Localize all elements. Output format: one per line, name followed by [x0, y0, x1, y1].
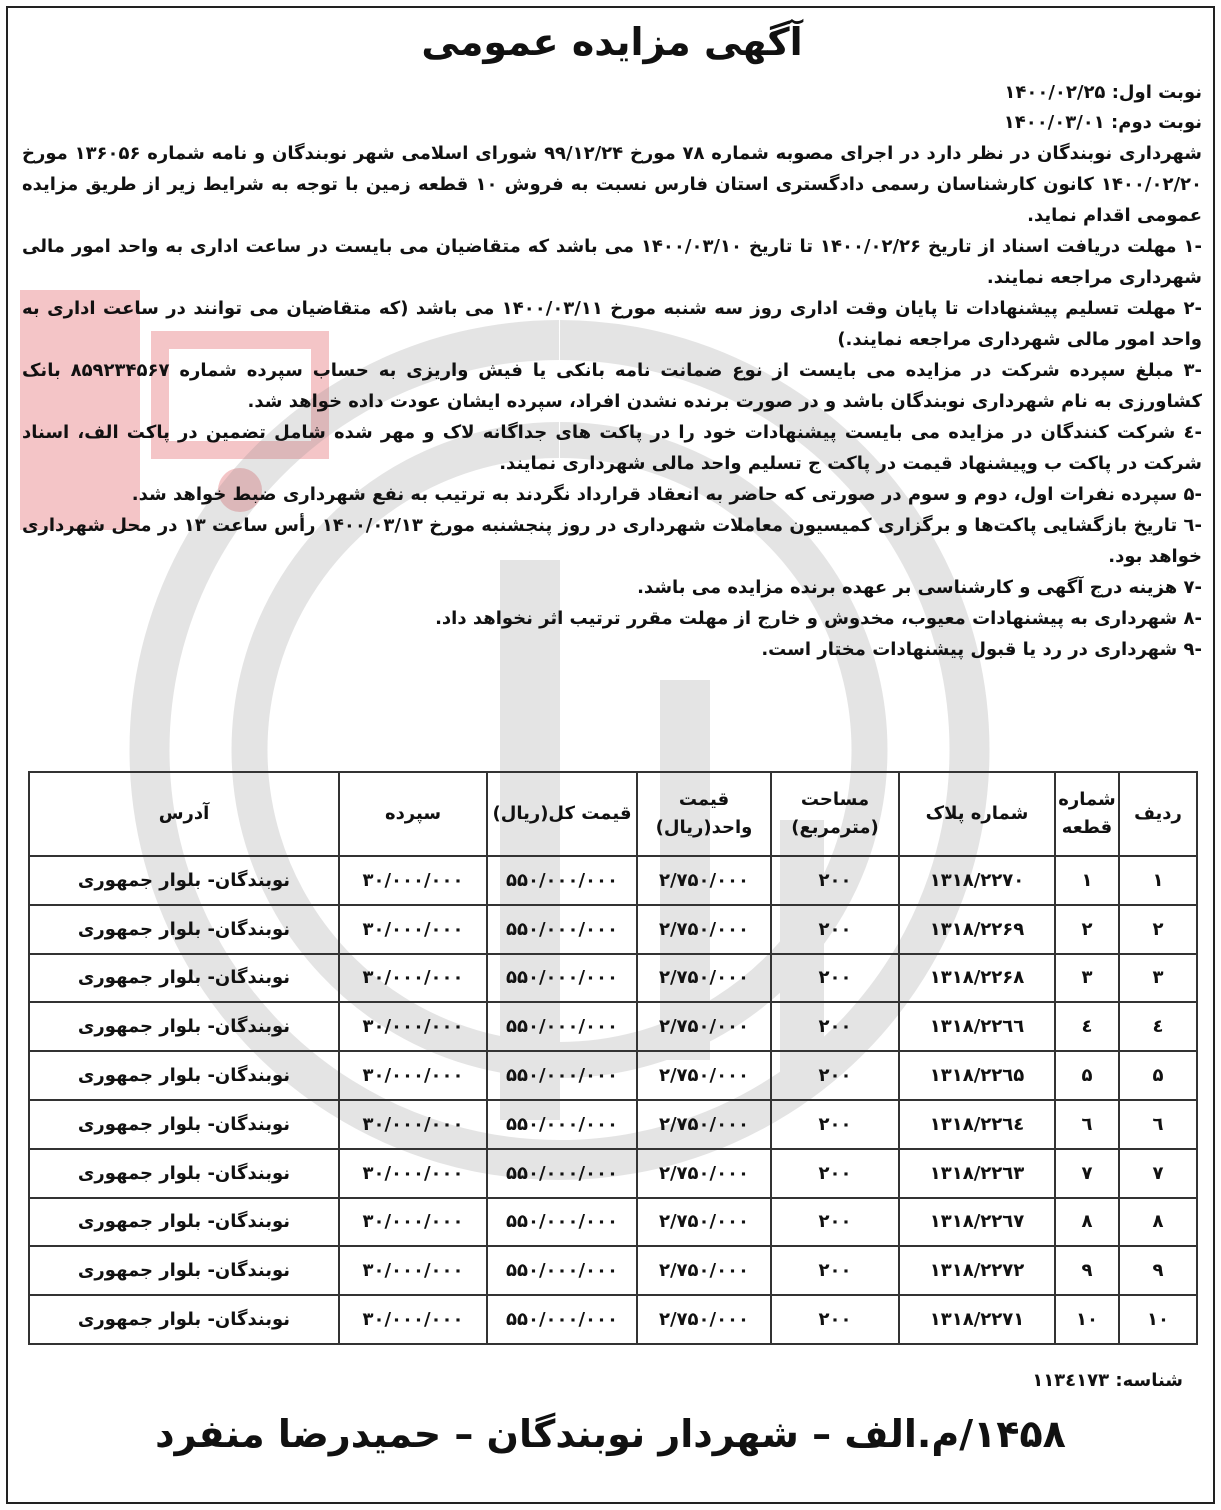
cell-area: ۲۰۰: [771, 856, 899, 905]
condition-9: -۹ شهرداری در رد یا قبول پیشنهادات مختار است.: [761, 639, 1202, 660]
table-row: [29, 905, 1197, 954]
cell-total-price: ۵۵۰/۰۰۰/۰۰۰: [487, 1198, 637, 1247]
cell-row: ۵: [1119, 1051, 1197, 1100]
table-row: [29, 1100, 1197, 1149]
cell-unit-price: ۲/۷۵۰/۰۰۰: [637, 905, 771, 954]
header-total-price: قیمت کل(ریال): [487, 772, 637, 856]
cell-plate: ۱۳۱۸/۲۲۶۹: [899, 905, 1055, 954]
cell-unit-price: ۲/۷۵۰/۰۰۰: [637, 1295, 771, 1344]
cell-unit-price: ۲/۷۵۰/۰۰۰: [637, 954, 771, 1003]
table-row: [29, 1149, 1197, 1198]
header-row-number: ردیف: [1119, 772, 1197, 856]
cell-area: ۲۰۰: [771, 1051, 899, 1100]
condition-1: -۱ مهلت دریافت اسناد از تاریخ ۱۴۰۰/۰۲/۲۶ تا تاریخ ۱۴۰۰/۰۳/۱۰ می باشد که متقاضیان می بایست در ساعت اداری به واحد امور مالی شهرداری مراجعه نمایند.: [22, 236, 1202, 288]
cell-parcel: ۳: [1055, 954, 1119, 1003]
cell-address: نوبندگان- بلوار جمهوری: [29, 1246, 339, 1295]
notice-title: آگهی مزایده عمومی: [421, 20, 803, 64]
cell-deposit: ۳۰/۰۰۰/۰۰۰: [339, 954, 487, 1003]
cell-deposit: ۳۰/۰۰۰/۰۰۰: [339, 1002, 487, 1051]
cell-parcel: ٤: [1055, 1002, 1119, 1051]
table-row: [29, 1051, 1197, 1100]
intro-paragraph: شهرداری نوبندگان در نظر دارد در اجرای مصوبه شماره ۷۸ مورخ ۹۹/۱۲/۲۴ شورای اسلامی شهر نوبندگان و نامه شماره ۱۳۶۰۵۶ مورخ ۱۴۰۰/۰۲/۲۰ کانون کارشناسان رسمی دادگستری استان فارس نسبت به فروش ۱۰ قطعه زمین با توجه به شرایط زیر از طریق مزایده عمومی اقدام نماید.: [22, 143, 1202, 226]
cell-unit-price: ۲/۷۵۰/۰۰۰: [637, 1198, 771, 1247]
notice-body: [22, 20, 1202, 665]
cell-deposit: ۳۰/۰۰۰/۰۰۰: [339, 1295, 487, 1344]
cell-unit-price: ۲/۷۵۰/۰۰۰: [637, 1246, 771, 1295]
cell-deposit: ۳۰/۰۰۰/۰۰۰: [339, 1198, 487, 1247]
cell-deposit: ۳۰/۰۰۰/۰۰۰: [339, 1149, 487, 1198]
cell-plate: ۱۳۱۸/۲۲٦۵: [899, 1051, 1055, 1100]
cell-plate: ۱۳۱۸/۲۲۷۰: [899, 856, 1055, 905]
cell-deposit: ۳۰/۰۰۰/۰۰۰: [339, 856, 487, 905]
condition-6: -٦ تاریخ بازگشایی پاکت‌ها و برگزاری کمیسیون معاملات شهرداری در روز پنجشنبه مورخ ۱۴۰۰/۰۳/۱۳ رأس ساعت ۱۳ در محل شهرداری خواهد بود.: [22, 515, 1203, 567]
notice-identifier: شناسه: ۱۱۳٤۱۷۳: [1032, 1370, 1183, 1391]
cell-total-price: ۵۵۰/۰۰۰/۰۰۰: [487, 1051, 637, 1100]
cell-deposit: ۳۰/۰۰۰/۰۰۰: [339, 1100, 487, 1149]
cell-area: ۲۰۰: [771, 1295, 899, 1344]
table-body: [29, 856, 1197, 1344]
cell-total-price: ۵۵۰/۰۰۰/۰۰۰: [487, 1002, 637, 1051]
cell-plate: ۱۳۱۸/۲۲٦۷: [899, 1198, 1055, 1247]
cell-unit-price: ۲/۷۵۰/۰۰۰: [637, 1100, 771, 1149]
cell-row: ۸: [1119, 1198, 1197, 1247]
first-publication-date: نوبت اول: ۱۴۰۰/۰۲/۲۵: [1004, 82, 1202, 103]
cell-area: ۲۰۰: [771, 1149, 899, 1198]
cell-parcel: ۸: [1055, 1198, 1119, 1247]
condition-3: -۳ مبلغ سپرده شرکت در مزایده می بایست از نوع ضمانت نامه بانکی یا فیش واریزی به حساب سپرده شماره ۸۵۹۲۳۴۵۶۷ بانک کشاورزی به نام شهرداری نوبندگان باشد و در صورت برنده نشدن افراد، سپرده ایشان عودت داده خواهد شد.: [22, 360, 1202, 412]
table-row: [29, 1198, 1197, 1247]
cell-plate: ۱۳۱۸/۲۲٦٦: [899, 1002, 1055, 1051]
condition-5: -۵ سپرده نفرات اول، دوم و سوم در صورتی که حاضر به انعقاد قرارداد نگردند به ترتیب به نفع شهرداری ضبط خواهد شد.: [131, 484, 1202, 505]
cell-parcel: ۲: [1055, 905, 1119, 954]
cell-address: نوبندگان- بلوار جمهوری: [29, 1051, 339, 1100]
cell-parcel: ۱: [1055, 856, 1119, 905]
cell-total-price: ۵۵۰/۰۰۰/۰۰۰: [487, 1100, 637, 1149]
condition-4: -٤ شرکت کنندگان در مزایده می بایست پیشنهادات خود را در پاکت های جداگانه لاک و مهر شده شامل تضمین در پاکت الف، اسناد شرکت در پاکت ب وپیشنهاد قیمت در پاکت ج تسلیم واحد مالی شهرداری نمایند.: [22, 422, 1202, 474]
cell-plate: ۱۳۱۸/۲۲۷۲: [899, 1246, 1055, 1295]
cell-area: ۲۰۰: [771, 1100, 899, 1149]
cell-area: ۲۰۰: [771, 1246, 899, 1295]
table-row: [29, 1246, 1197, 1295]
cell-row: ۷: [1119, 1149, 1197, 1198]
header-plate-number: شماره پلاک: [899, 772, 1055, 856]
cell-deposit: ۳۰/۰۰۰/۰۰۰: [339, 905, 487, 954]
cell-parcel: ۹: [1055, 1246, 1119, 1295]
cell-address: نوبندگان- بلوار جمهوری: [29, 1198, 339, 1247]
cell-address: نوبندگان- بلوار جمهوری: [29, 954, 339, 1003]
cell-address: نوبندگان- بلوار جمهوری: [29, 1149, 339, 1198]
cell-deposit: ۳۰/۰۰۰/۰۰۰: [339, 1051, 487, 1100]
cell-area: ۲۰۰: [771, 1198, 899, 1247]
cell-plate: ۱۳۱۸/۲۲۶۸: [899, 954, 1055, 1003]
table-row: [29, 1295, 1197, 1344]
cell-area: ۲۰۰: [771, 1002, 899, 1051]
cell-parcel: ۷: [1055, 1149, 1119, 1198]
cell-address: نوبندگان- بلوار جمهوری: [29, 1295, 339, 1344]
cell-area: ۲۰۰: [771, 954, 899, 1003]
condition-7: -۷ هزینه درج آگهی و کارشناسی بر عهده برنده مزایده می باشد.: [637, 577, 1202, 598]
cell-address: نوبندگان- بلوار جمهوری: [29, 905, 339, 954]
second-publication-date: نوبت دوم: ۱۴۰۰/۰۳/۰۱: [1003, 112, 1202, 133]
cell-plate: ۱۳۱۸/۲۲۷۱: [899, 1295, 1055, 1344]
parcels-table: [28, 771, 1198, 1345]
table-header-row: [29, 772, 1197, 856]
cell-row: ۲: [1119, 905, 1197, 954]
cell-total-price: ۵۵۰/۰۰۰/۰۰۰: [487, 1246, 637, 1295]
cell-plate: ۱۳۱۸/۲۲٦۳: [899, 1149, 1055, 1198]
header-address: آدرس: [29, 772, 339, 856]
cell-row: ۳: [1119, 954, 1197, 1003]
cell-total-price: ۵۵۰/۰۰۰/۰۰۰: [487, 1295, 637, 1344]
cell-row: ٦: [1119, 1100, 1197, 1149]
cell-unit-price: ۲/۷۵۰/۰۰۰: [637, 856, 771, 905]
cell-parcel: ٦: [1055, 1100, 1119, 1149]
cell-unit-price: ۲/۷۵۰/۰۰۰: [637, 1002, 771, 1051]
table-row: [29, 1002, 1197, 1051]
cell-row: ۱: [1119, 856, 1197, 905]
cell-deposit: ۳۰/۰۰۰/۰۰۰: [339, 1246, 487, 1295]
cell-total-price: ۵۵۰/۰۰۰/۰۰۰: [487, 905, 637, 954]
table-row: [29, 954, 1197, 1003]
cell-total-price: ۵۵۰/۰۰۰/۰۰۰: [487, 856, 637, 905]
cell-row: ۹: [1119, 1246, 1197, 1295]
signature-line: ۱۴۵۸/م.الف – شهردار نوبندگان – حمیدرضا منفرد: [155, 1412, 1066, 1456]
table-row: [29, 856, 1197, 905]
cell-row: ۱۰: [1119, 1295, 1197, 1344]
cell-address: نوبندگان- بلوار جمهوری: [29, 1002, 339, 1051]
cell-plate: ۱۳۱۸/۲۲٦٤: [899, 1100, 1055, 1149]
cell-area: ۲۰۰: [771, 905, 899, 954]
condition-8: -۸ شهرداری به پیشنهادات معیوب، مخدوش و خارج از مهلت مقرر ترتیب اثر نخواهد داد.: [435, 608, 1202, 629]
condition-2: -۲ مهلت تسلیم پیشنهادات تا پایان وقت اداری روز سه شنبه مورخ ۱۴۰۰/۰۳/۱۱ می باشد (که متقاضیان می توانند در ساعت اداری به واحد امور مالی شهرداری مراجعه نمایند.): [22, 298, 1202, 350]
header-parcel-number: شماره قطعه: [1055, 772, 1119, 856]
cell-total-price: ۵۵۰/۰۰۰/۰۰۰: [487, 1149, 637, 1198]
cell-total-price: ۵۵۰/۰۰۰/۰۰۰: [487, 954, 637, 1003]
cell-parcel: ۱۰: [1055, 1295, 1119, 1344]
header-deposit: سپرده: [339, 772, 487, 856]
cell-address: نوبندگان- بلوار جمهوری: [29, 1100, 339, 1149]
cell-row: ٤: [1119, 1002, 1197, 1051]
cell-parcel: ۵: [1055, 1051, 1119, 1100]
cell-unit-price: ۲/۷۵۰/۰۰۰: [637, 1149, 771, 1198]
header-unit-price: قیمت واحد(ریال): [637, 772, 771, 856]
header-area: مساحت (مترمربع): [771, 772, 899, 856]
cell-unit-price: ۲/۷۵۰/۰۰۰: [637, 1051, 771, 1100]
cell-address: نوبندگان- بلوار جمهوری: [29, 856, 339, 905]
